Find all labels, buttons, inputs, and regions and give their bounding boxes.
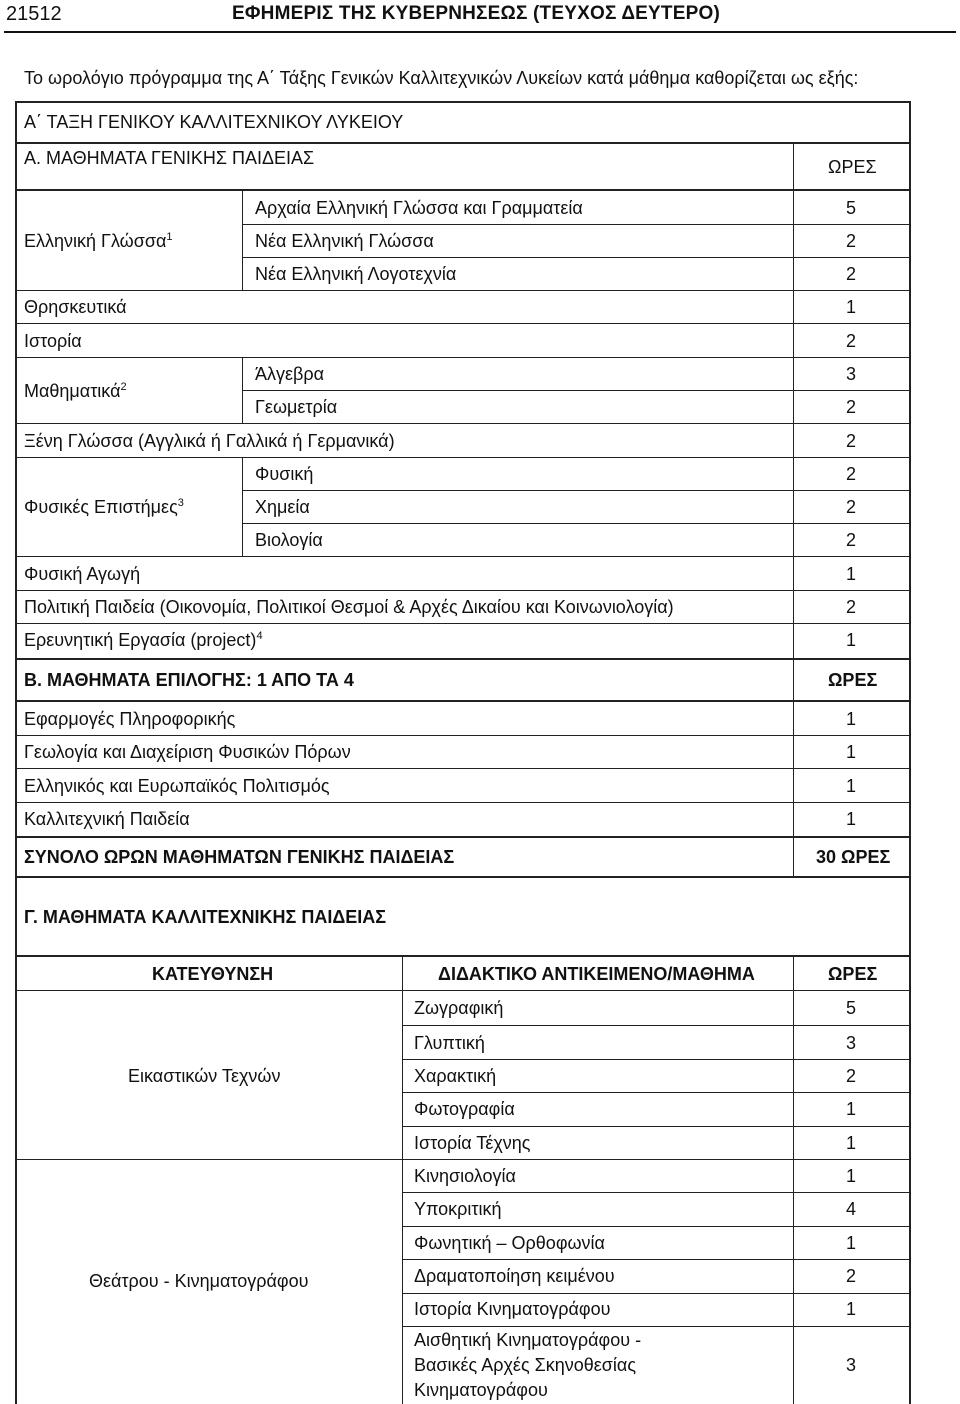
total-value: 30 ΩΡΕΣ xyxy=(816,847,891,867)
header-rule xyxy=(4,31,956,33)
section-a-title: Α. ΜΑΘΗΜΑΤΑ ΓΕΝΙΚΗΣ ΠΑΙΔΕΙΑΣ xyxy=(24,148,315,168)
subject-hours: 1 xyxy=(846,564,857,584)
subject-hours: 2 xyxy=(846,431,857,451)
subject-hours: 2 xyxy=(846,530,857,550)
subject-hours: 3 xyxy=(846,1355,857,1375)
elective-name: Εφαρμογές Πληροφορικής xyxy=(24,709,236,729)
subject-hours: 2 xyxy=(846,597,857,617)
subject-name: Κινησιολογία xyxy=(414,1166,516,1186)
subject-name: Υποκριτική xyxy=(414,1199,502,1219)
direction-fine-arts: Εικαστικών Τεχνών xyxy=(128,1066,281,1086)
subject-name: Φυσική Αγωγή xyxy=(24,564,141,584)
subject-name: Πολιτική Παιδεία (Οικονομία, Πολιτικοί Θεσμοί & Αρχές Δικαίου και Κοινωνιολογία) xyxy=(24,597,674,617)
subject-name: Φωτογραφία xyxy=(414,1099,515,1119)
subject-name: Άλγεβρα xyxy=(255,364,325,384)
subject-hours: 2 xyxy=(846,1066,857,1086)
total-label: ΣΥΝΟΛΟ ΩΡΩΝ ΜΑΘΗΜΑΤΩΝ ΓΕΝΙΚΗΣ ΠΑΙΔΕΙΑΣ xyxy=(24,847,455,867)
subject-hours: 5 xyxy=(846,198,857,218)
subject-hours: 4 xyxy=(846,1199,857,1219)
elective-hours: 1 xyxy=(846,809,857,829)
subject-hours: 1 xyxy=(846,1233,857,1253)
subject-name: Θρησκευτικά xyxy=(24,297,127,317)
subject-hours: 1 xyxy=(846,630,857,650)
footnote-ref: 1 xyxy=(166,231,173,243)
subject-hours: 2 xyxy=(846,397,857,417)
subject-name: Νέα Ελληνική Γλώσσα xyxy=(255,231,434,251)
subject-name: Φωνητική – Ορθοφωνία xyxy=(414,1233,605,1253)
elective-hours: 1 xyxy=(846,742,857,762)
page-header xyxy=(0,0,960,30)
subject-name: Χαρακτική xyxy=(414,1066,497,1086)
subject-hours: 2 xyxy=(846,264,857,284)
section-a-hours-header: ΩΡΕΣ xyxy=(828,157,877,177)
subject-hours: 2 xyxy=(846,497,857,517)
subject-hours: 2 xyxy=(846,1266,857,1286)
subject-name: Γλυπτική xyxy=(414,1033,485,1053)
elective-name: Καλλιτεχνική Παιδεία xyxy=(24,809,190,829)
subject-name: Ζωγραφική xyxy=(414,998,504,1018)
column-direction: ΚΑΤΕΥΘΥΝΣΗ xyxy=(152,964,274,984)
subject-hours: 1 xyxy=(846,1299,857,1319)
subject-hours: 2 xyxy=(846,331,857,351)
intro-text: Το ωρολόγιο πρόγραμμα της Α΄ Τάξης Γενικών Καλλιτεχνικών Λυκείων κατά μάθημα καθορίζεται ως εξής: xyxy=(24,68,859,88)
section-b-title: Β. ΜΑΘΗΜΑΤΑ ΕΠΙΛΟΓΗΣ: 1 ΑΠΟ ΤΑ 4 xyxy=(24,670,354,690)
subject-name: Δραματοποίηση κειμένου xyxy=(414,1266,615,1286)
subject-name-line: Κινηματογράφου xyxy=(414,1380,548,1400)
subject-name: Ξένη Γλώσσα (Αγγλικά ή Γαλλικά ή Γερμανικά) xyxy=(24,431,395,451)
subject-hours: 1 xyxy=(846,1133,857,1153)
section-c-title: Γ. ΜΑΘΗΜΑΤΑ ΚΑΛΛΙΤΕΧΝΙΚΗΣ ΠΑΙΔΕΙΑΣ xyxy=(24,907,387,927)
project-label: Ερευνητική Εργασία (project)$^4$ xyxy=(24,630,263,650)
subject-name: Χημεία xyxy=(255,497,310,517)
footnote-ref: 3 xyxy=(177,497,184,509)
section-b-hours-header: ΩΡΕΣ xyxy=(828,670,878,690)
subject-hours: 2 xyxy=(846,464,857,484)
subject-name: Ιστορία Κινηματογράφου xyxy=(414,1299,611,1319)
math-label: Μαθηματικά$^2$ xyxy=(24,381,127,401)
greek-label: Ελληνική Γλώσσα$^1$ xyxy=(24,231,173,251)
column-hours: ΩΡΕΣ xyxy=(828,964,878,984)
subject-name: Αρχαία Ελληνική Γλώσσα και Γραμματεία xyxy=(255,198,583,218)
subject-name-line: Αισθητική Κινηματογράφου - xyxy=(414,1330,642,1350)
footnote-ref: 4 xyxy=(256,630,263,642)
subject-name: Ιστορία xyxy=(24,331,82,351)
subject-hours: 2 xyxy=(846,231,857,251)
elective-hours: 1 xyxy=(846,709,857,729)
gazette-title: ΕΦΗΜΕΡΙΣ ΤΗΣ ΚΥΒΕΡΝΗΣΕΩΣ (ΤΕΥΧΟΣ ΔΕΥΤΕΡΟ) xyxy=(232,3,720,24)
subject-name: Φυσική xyxy=(255,464,314,484)
column-subject: ΔΙΔΑΚΤΙΚΟ ΑΝΤΙΚΕΙΜΕΝΟ/ΜΑΘΗΜΑ xyxy=(438,964,755,984)
elective-name: Γεωλογία και Διαχείριση Φυσικών Πόρων xyxy=(24,742,351,762)
subject-hours: 1 xyxy=(846,297,857,317)
subject-name: Νέα Ελληνική Λογοτεχνία xyxy=(255,264,457,284)
subject-name: Γεωμετρία xyxy=(255,397,338,417)
direction-theatre-cinema: Θεάτρου - Κινηματογράφου xyxy=(89,1271,309,1291)
subject-hours: 1 xyxy=(846,1166,857,1186)
elective-hours: 1 xyxy=(846,776,857,796)
subject-name-line: Βασικές Αρχές Σκηνοθεσίας xyxy=(414,1355,636,1375)
page-number: 21512 xyxy=(6,3,62,25)
elective-name: Ελληνικός και Ευρωπαϊκός Πολιτισμός xyxy=(24,776,330,796)
subject-hours: 5 xyxy=(846,998,857,1018)
class-title: Α΄ ΤΑΞΗ ΓΕΝΙΚΟΥ ΚΑΛΛΙΤΕΧΝΙΚΟΥ ΛΥΚΕΙΟΥ xyxy=(24,112,404,132)
subject-name: Ιστορία Τέχνης xyxy=(414,1133,531,1153)
subject-hours: 3 xyxy=(846,1033,857,1053)
subject-hours: 1 xyxy=(846,1099,857,1119)
science-label: Φυσικές Επιστήμες$^3$ xyxy=(24,497,184,517)
subject-name: Βιολογία xyxy=(255,530,323,550)
footnote-ref: 2 xyxy=(120,381,127,393)
subject-hours: 3 xyxy=(846,364,857,384)
